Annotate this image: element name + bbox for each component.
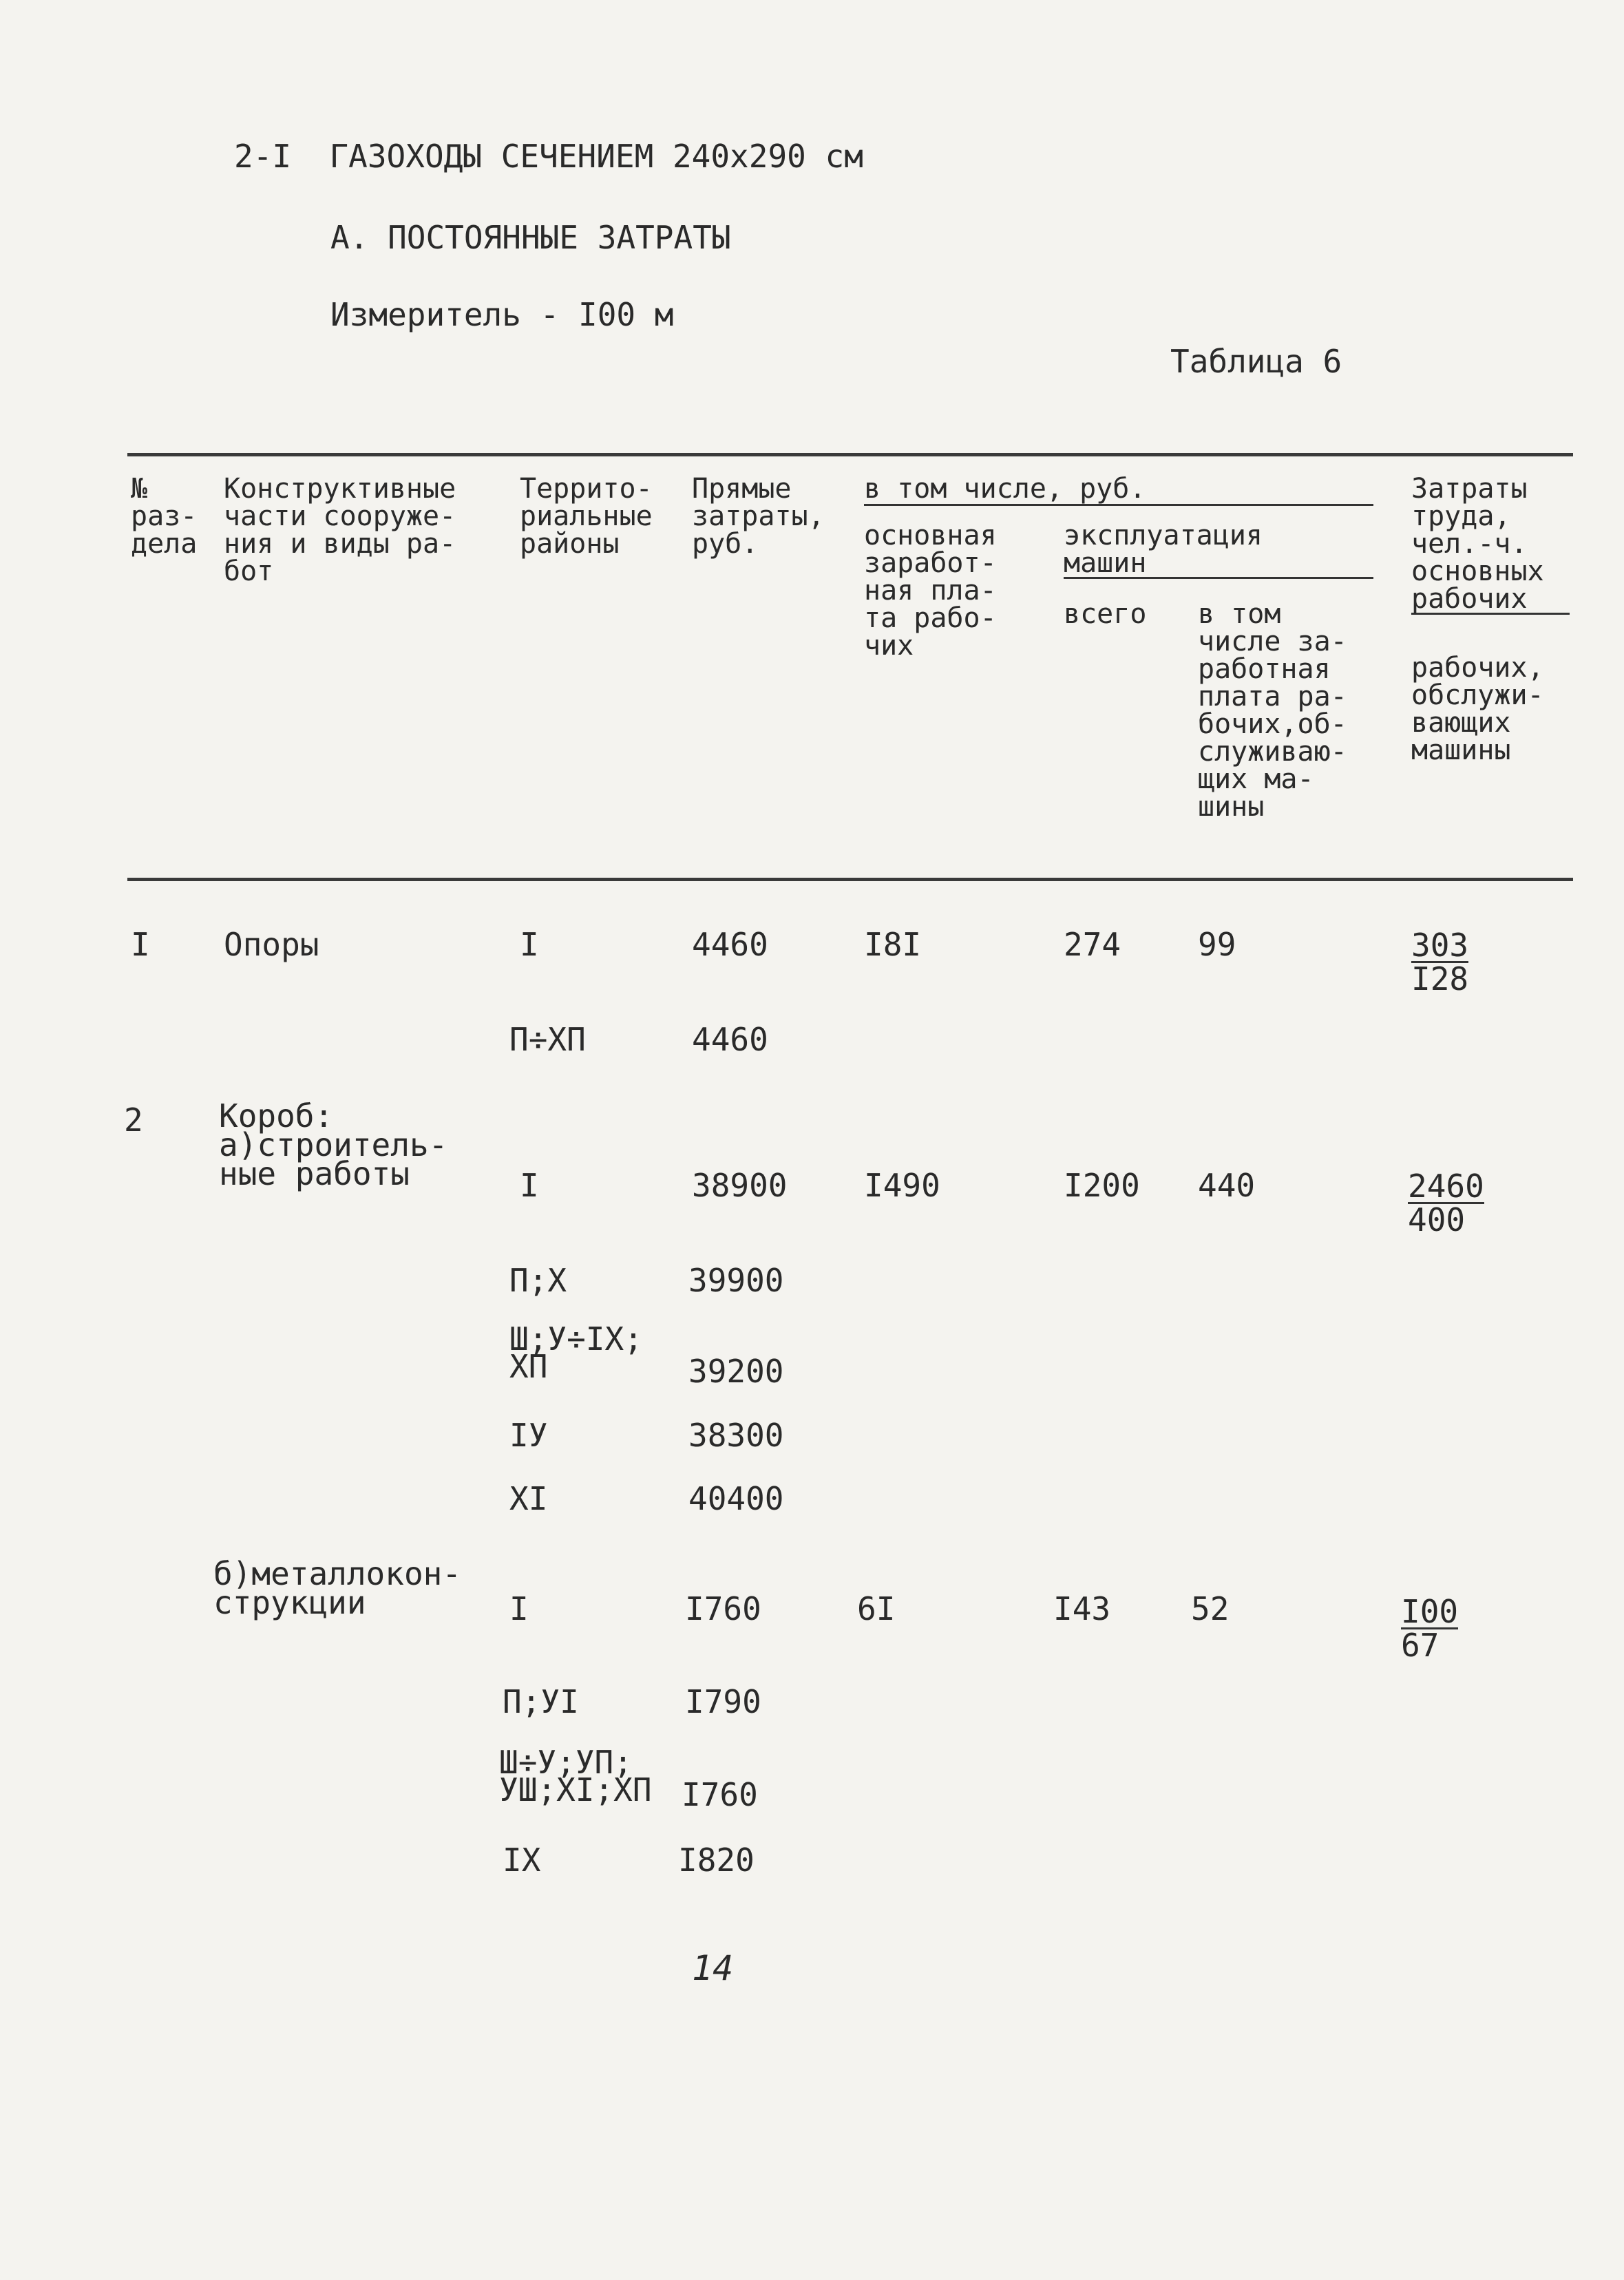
row3-labor-machines: 400 <box>1408 1201 1466 1238</box>
row1-region: I <box>520 926 539 963</box>
row3-machines-wage: 440 <box>1198 1167 1256 1204</box>
table-label: Таблица 6 <box>1170 343 1342 380</box>
header-bottom-rule <box>127 878 1573 881</box>
row3-region: I <box>520 1167 539 1204</box>
row8-part: б)металлокон- струкции <box>213 1555 462 1621</box>
row8-direct: I760 <box>685 1590 761 1627</box>
col-header-direct: Прямые затраты, руб. <box>692 473 825 560</box>
row2-direct: 4460 <box>692 1021 768 1058</box>
row3-labor-main: 2460 <box>1408 1168 1484 1205</box>
row1-machines-total: 274 <box>1064 926 1121 963</box>
col-header-machines-total: всего <box>1064 598 1147 630</box>
row8-machines-total: I43 <box>1053 1590 1111 1627</box>
row11-region: IХ <box>503 1841 541 1879</box>
row1-part: Опоры <box>224 926 319 963</box>
row11-direct: I820 <box>678 1841 755 1879</box>
row6-direct: 38300 <box>688 1417 784 1454</box>
col-header-regions: Террито- риальные районы <box>520 473 653 560</box>
row1-labor-main: 303 <box>1411 927 1469 964</box>
row1-labor <box>1411 929 1468 995</box>
col-header-wage: основная заработ- ная пла- та рабо- чих <box>864 520 997 662</box>
row10-region: Ш÷У;УП; УШ;ХI;ХП <box>499 1744 652 1808</box>
col-header-num: № раз- дела <box>131 473 198 560</box>
row1-wage: I8I <box>864 926 922 963</box>
row3-labor <box>1408 1170 1484 1236</box>
row8-labor <box>1401 1593 1459 1664</box>
measure-unit: Измеритель - I00 м <box>330 296 674 333</box>
row1-machines-wage: 99 <box>1198 926 1236 963</box>
table-top-rule <box>127 453 1573 456</box>
row2-region: П÷ХП <box>509 1021 586 1058</box>
row9-direct: I790 <box>685 1683 761 1720</box>
col-header-machines-group: эксплуатация машин <box>1064 522 1373 579</box>
row8-machines-wage: 52 <box>1191 1590 1230 1627</box>
row8-labor-machines: 67 <box>1401 1627 1440 1664</box>
row5-region: Ш;У÷IХ; ХП <box>509 1320 643 1385</box>
row9-region: П;УI <box>503 1683 579 1720</box>
row6-region: IУ <box>509 1417 548 1454</box>
row7-direct: 40400 <box>688 1480 784 1517</box>
page-number: 14 <box>692 1948 734 1988</box>
row8-wage: 6I <box>857 1590 896 1627</box>
row3-machines-total: I200 <box>1064 1167 1140 1204</box>
row8-labor-main: I00 <box>1401 1593 1459 1630</box>
section-title: 2-I ГАЗОХОДЫ СЕЧЕНИЕМ 240х290 см <box>234 138 863 175</box>
col-header-parts: Конструктивные части сооруже- ния и виды ра- бот <box>224 473 456 587</box>
row3-wage: I490 <box>864 1167 940 1204</box>
row3-part: Короб: а)строитель- ные работы <box>219 1097 448 1192</box>
col-header-machines-wage: в том числе за- работная плата ра- бочих,об- служиваю- щих ма- шины <box>1198 598 1347 823</box>
col-header-incl-group: в том числе, руб. <box>864 475 1373 506</box>
col-header-labor-top: Затраты труда, чел.-ч. основных рабочих <box>1411 475 1570 615</box>
row10-direct: I760 <box>682 1776 758 1813</box>
row5-direct: 39200 <box>688 1353 784 1390</box>
row4-direct: 39900 <box>688 1262 784 1299</box>
row1-labor-machines: I28 <box>1411 960 1469 997</box>
row1-num: I <box>131 926 150 963</box>
col-header-labor-bottom: рабочих, обслужи- вающих машины <box>1411 652 1544 766</box>
row3-direct: 38900 <box>692 1167 788 1204</box>
row1-direct: 4460 <box>692 926 768 963</box>
row4-region: П;Х <box>509 1262 567 1299</box>
row7-region: ХI <box>509 1480 548 1517</box>
subsection-title: А. ПОСТОЯННЫЕ ЗАТРАТЫ <box>330 219 731 256</box>
row8-region: I <box>509 1590 529 1627</box>
row3-num: 2 <box>124 1101 143 1139</box>
